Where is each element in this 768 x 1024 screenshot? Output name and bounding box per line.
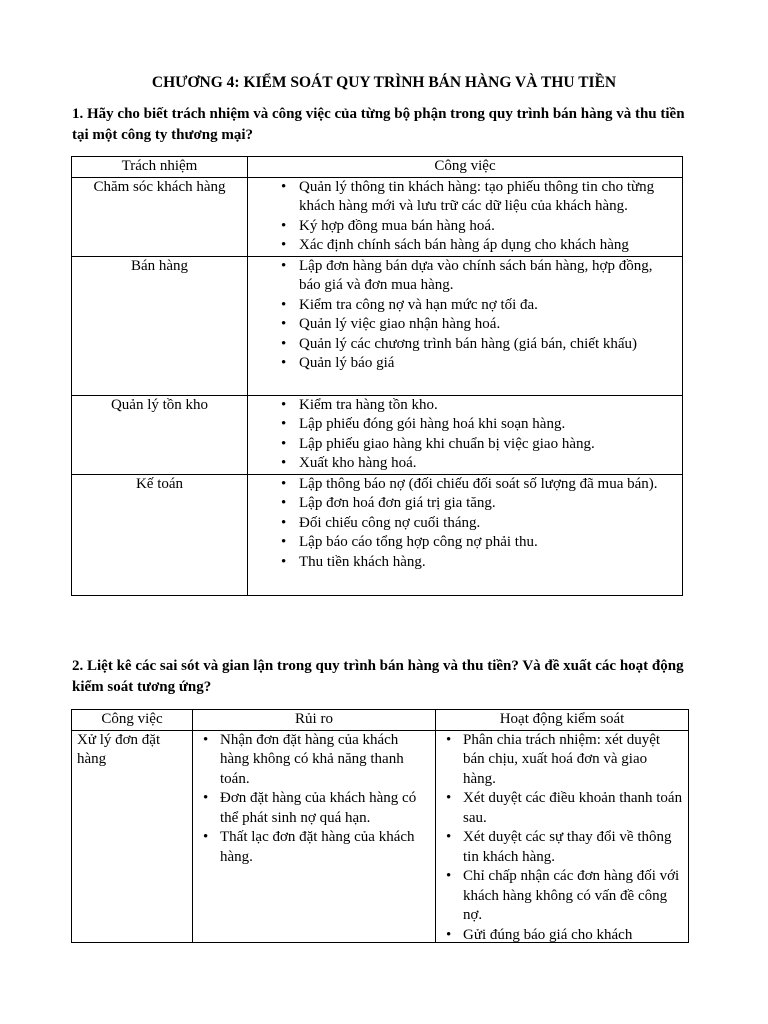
header-task: Công việc (72, 710, 193, 731)
dept-cell: Kế toán (72, 474, 248, 595)
list-item: • Kiểm tra hàng tồn kho. (253, 396, 677, 416)
header-risk: Rủi ro (193, 710, 436, 731)
tasks-cell (248, 177, 683, 256)
risk-list (198, 731, 430, 868)
list-item: • Lập báo cáo tổng hợp công nợ phải thu. (253, 533, 677, 553)
list-item: • Lập phiếu giao hàng khi chuẩn bị việc giao hàng. (253, 435, 677, 455)
list-item: • Gửi đúng báo giá cho khách (441, 926, 683, 942)
list-item: • Quản lý báo giá (253, 354, 677, 374)
table-row (72, 395, 683, 474)
dept-cell: Bán hàng (72, 256, 248, 395)
question-1: 1. Hãy cho biết trách nhiệm và công việc của từng bộ phận trong quy trình bán hàng và thu tiền tại một công ty thương mại? (72, 106, 685, 143)
list-item: • Lập đơn hoá đơn giá trị gia tăng. (253, 494, 677, 514)
list-item: • Lập thông báo nợ (đối chiếu đối soát số lượng đã mua bán). (253, 475, 677, 495)
task-cell: Xử lý đơn đặt hàng (72, 730, 193, 942)
table-row (72, 177, 683, 256)
task-list (253, 396, 677, 474)
list-item: • Nhận đơn đặt hàng của khách hàng không có khả năng thanh toán. (198, 731, 430, 790)
list-item: • Lập đơn hàng bán dựa vào chính sách bán hàng, hợp đồng, báo giá và đơn mua hàng. (253, 257, 677, 296)
list-item: • Thất lạc đơn đặt hàng của khách hàng. (198, 828, 430, 867)
table-row (72, 256, 683, 395)
task-list (253, 257, 677, 374)
tasks-cell (248, 256, 683, 395)
dept-cell: Quản lý tồn kho (72, 395, 248, 474)
task-list (253, 178, 677, 256)
control-clip (441, 731, 683, 942)
table-row (72, 474, 683, 595)
risk-control-table (71, 709, 689, 943)
control-list (441, 731, 683, 942)
header-tasks: Công việc (248, 157, 683, 178)
list-item: • Phân chia trách nhiệm: xét duyệt bán chịu, xuất hoá đơn và giao hàng. (441, 731, 683, 790)
list-item: • Xét duyệt các sự thay đổi về thông tin khách hàng. (441, 828, 683, 867)
list-item: • Kiểm tra công nợ và hạn mức nợ tối đa. (253, 296, 677, 316)
table-header-row (72, 710, 689, 731)
risk-cell (193, 730, 436, 942)
header-responsibility: Trách nhiệm (72, 157, 248, 178)
header-control: Hoạt động kiểm soát (436, 710, 689, 731)
tasks-cell (248, 474, 683, 595)
list-item: • Xét duyệt các điều khoản thanh toán sau. (441, 789, 683, 828)
list-item: • Quản lý việc giao nhận hàng hoá. (253, 315, 677, 335)
table-header-row (72, 157, 683, 178)
list-item: • Thu tiền khách hàng. (253, 553, 677, 573)
control-cell (436, 730, 689, 942)
list-item: • Đơn đặt hàng của khách hàng có thể phát sinh nợ quá hạn. (198, 789, 430, 828)
responsibility-table (71, 156, 683, 596)
list-item: • Xác định chính sách bán hàng áp dụng cho khách hàng (253, 236, 677, 256)
question-2: 2. Liệt kê các sai sót và gian lận trong quy trình bán hàng và thu tiền? Và đề xuất các hoạt động kiểm soát tương ứng? (72, 658, 684, 695)
list-item: • Quản lý thông tin khách hàng: tạo phiếu thông tin cho từng khách hàng mới và lưu trữ các dữ liệu của khách hàng. (253, 178, 677, 217)
list-item: • Ký hợp đồng mua bán hàng hoá. (253, 217, 677, 237)
chapter-title: CHƯƠNG 4: KIỂM SOÁT QUY TRÌNH BÁN HÀNG VÀ THU TIỀN (151, 74, 617, 91)
task-list (253, 475, 677, 573)
list-item: • Xuất kho hàng hoá. (253, 454, 677, 474)
table-row (72, 730, 689, 942)
tasks-cell (248, 395, 683, 474)
list-item: • Lập phiếu đóng gói hàng hoá khi soạn hàng. (253, 415, 677, 435)
list-item: • Chỉ chấp nhận các đơn hàng đối với khách hàng không có vấn đề công nợ. (441, 867, 683, 926)
dept-cell: Chăm sóc khách hàng (72, 177, 248, 256)
list-item: • Đối chiếu công nợ cuối tháng. (253, 514, 677, 534)
list-item: • Quản lý các chương trình bán hàng (giá bán, chiết khấu) (253, 335, 677, 355)
